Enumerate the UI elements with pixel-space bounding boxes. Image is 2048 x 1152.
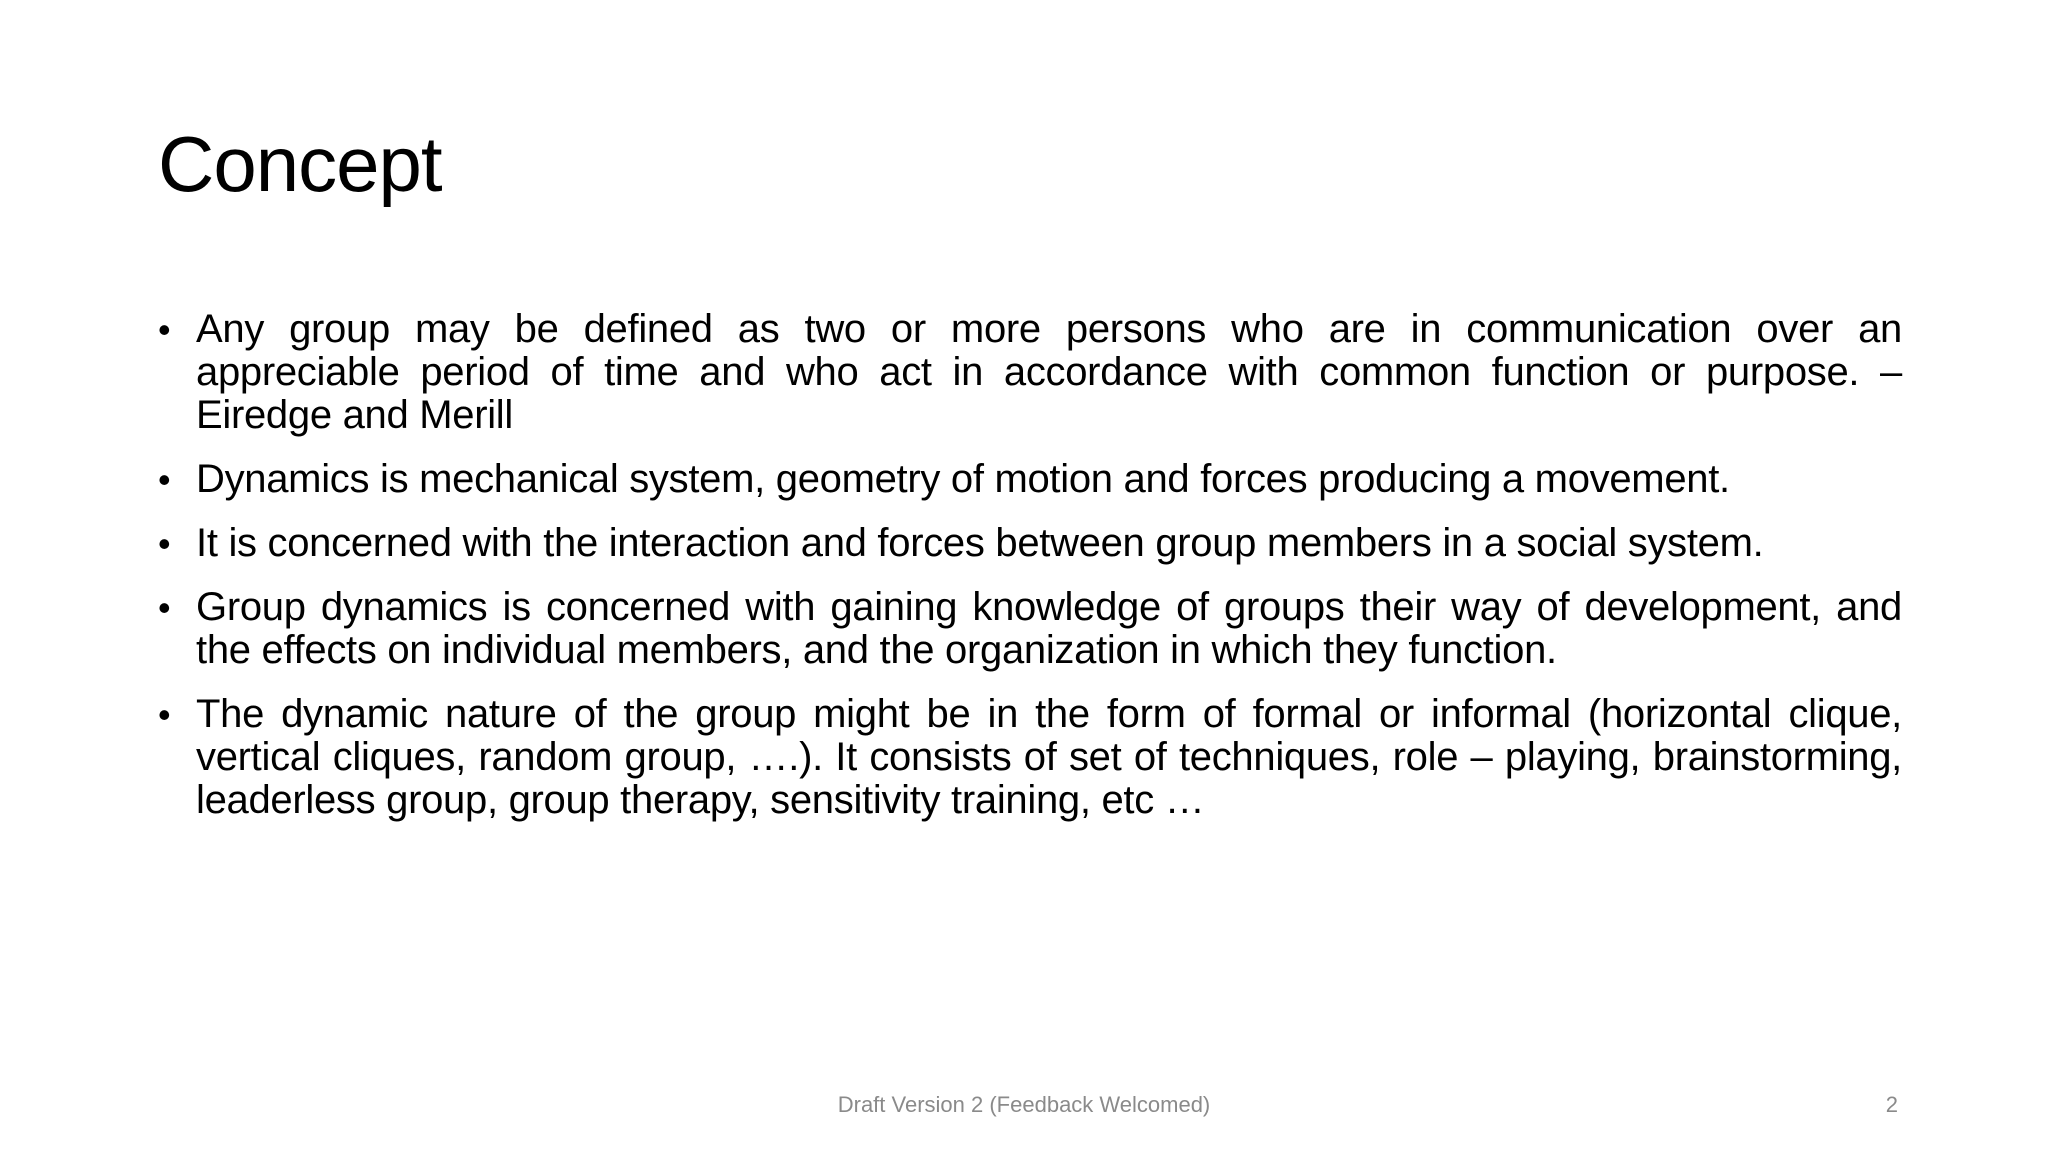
bullet-marker: • — [158, 523, 171, 564]
bullet-text: The dynamic nature of the group might be in the form of formal or informal (horizontal clique, vertical cliques, random group, ….). It consists of set of techniques, role – playing, brainstorming, leaderless group, group therapy, sensitivity training, etc … — [196, 692, 1902, 822]
bullet-text: It is concerned with the interaction and forces between group members in a social system. — [196, 521, 1764, 565]
bullet-item — [156, 586, 1902, 672]
bullet-list — [156, 308, 1902, 843]
bullet-item — [156, 693, 1902, 822]
slide-footer: Draft Version 2 (Feedback Welcomed) — [837, 1092, 1211, 1117]
bullet-item — [156, 308, 1902, 437]
bullet-item — [156, 522, 1902, 565]
bullet-item — [156, 458, 1902, 501]
bullet-marker: • — [158, 309, 171, 350]
slide-title: Concept — [158, 120, 442, 208]
bullet-text: Any group may be defined as two or more persons who are in communication over an appreciable period of time and who act in accordance with common function or purpose. – Eiredge and Merill — [196, 307, 1902, 437]
bullet-text: Dynamics is mechanical system, geometry of motion and forces producing a movement. — [196, 457, 1730, 501]
bullet-text: Group dynamics is concerned with gaining knowledge of groups their way of development, and the effects on individual members, and the organization in which they function. — [196, 585, 1902, 672]
page-number: 2 — [1885, 1092, 1898, 1117]
bullet-marker: • — [158, 694, 171, 735]
bullet-marker: • — [158, 587, 171, 628]
bullet-marker: • — [158, 459, 171, 500]
